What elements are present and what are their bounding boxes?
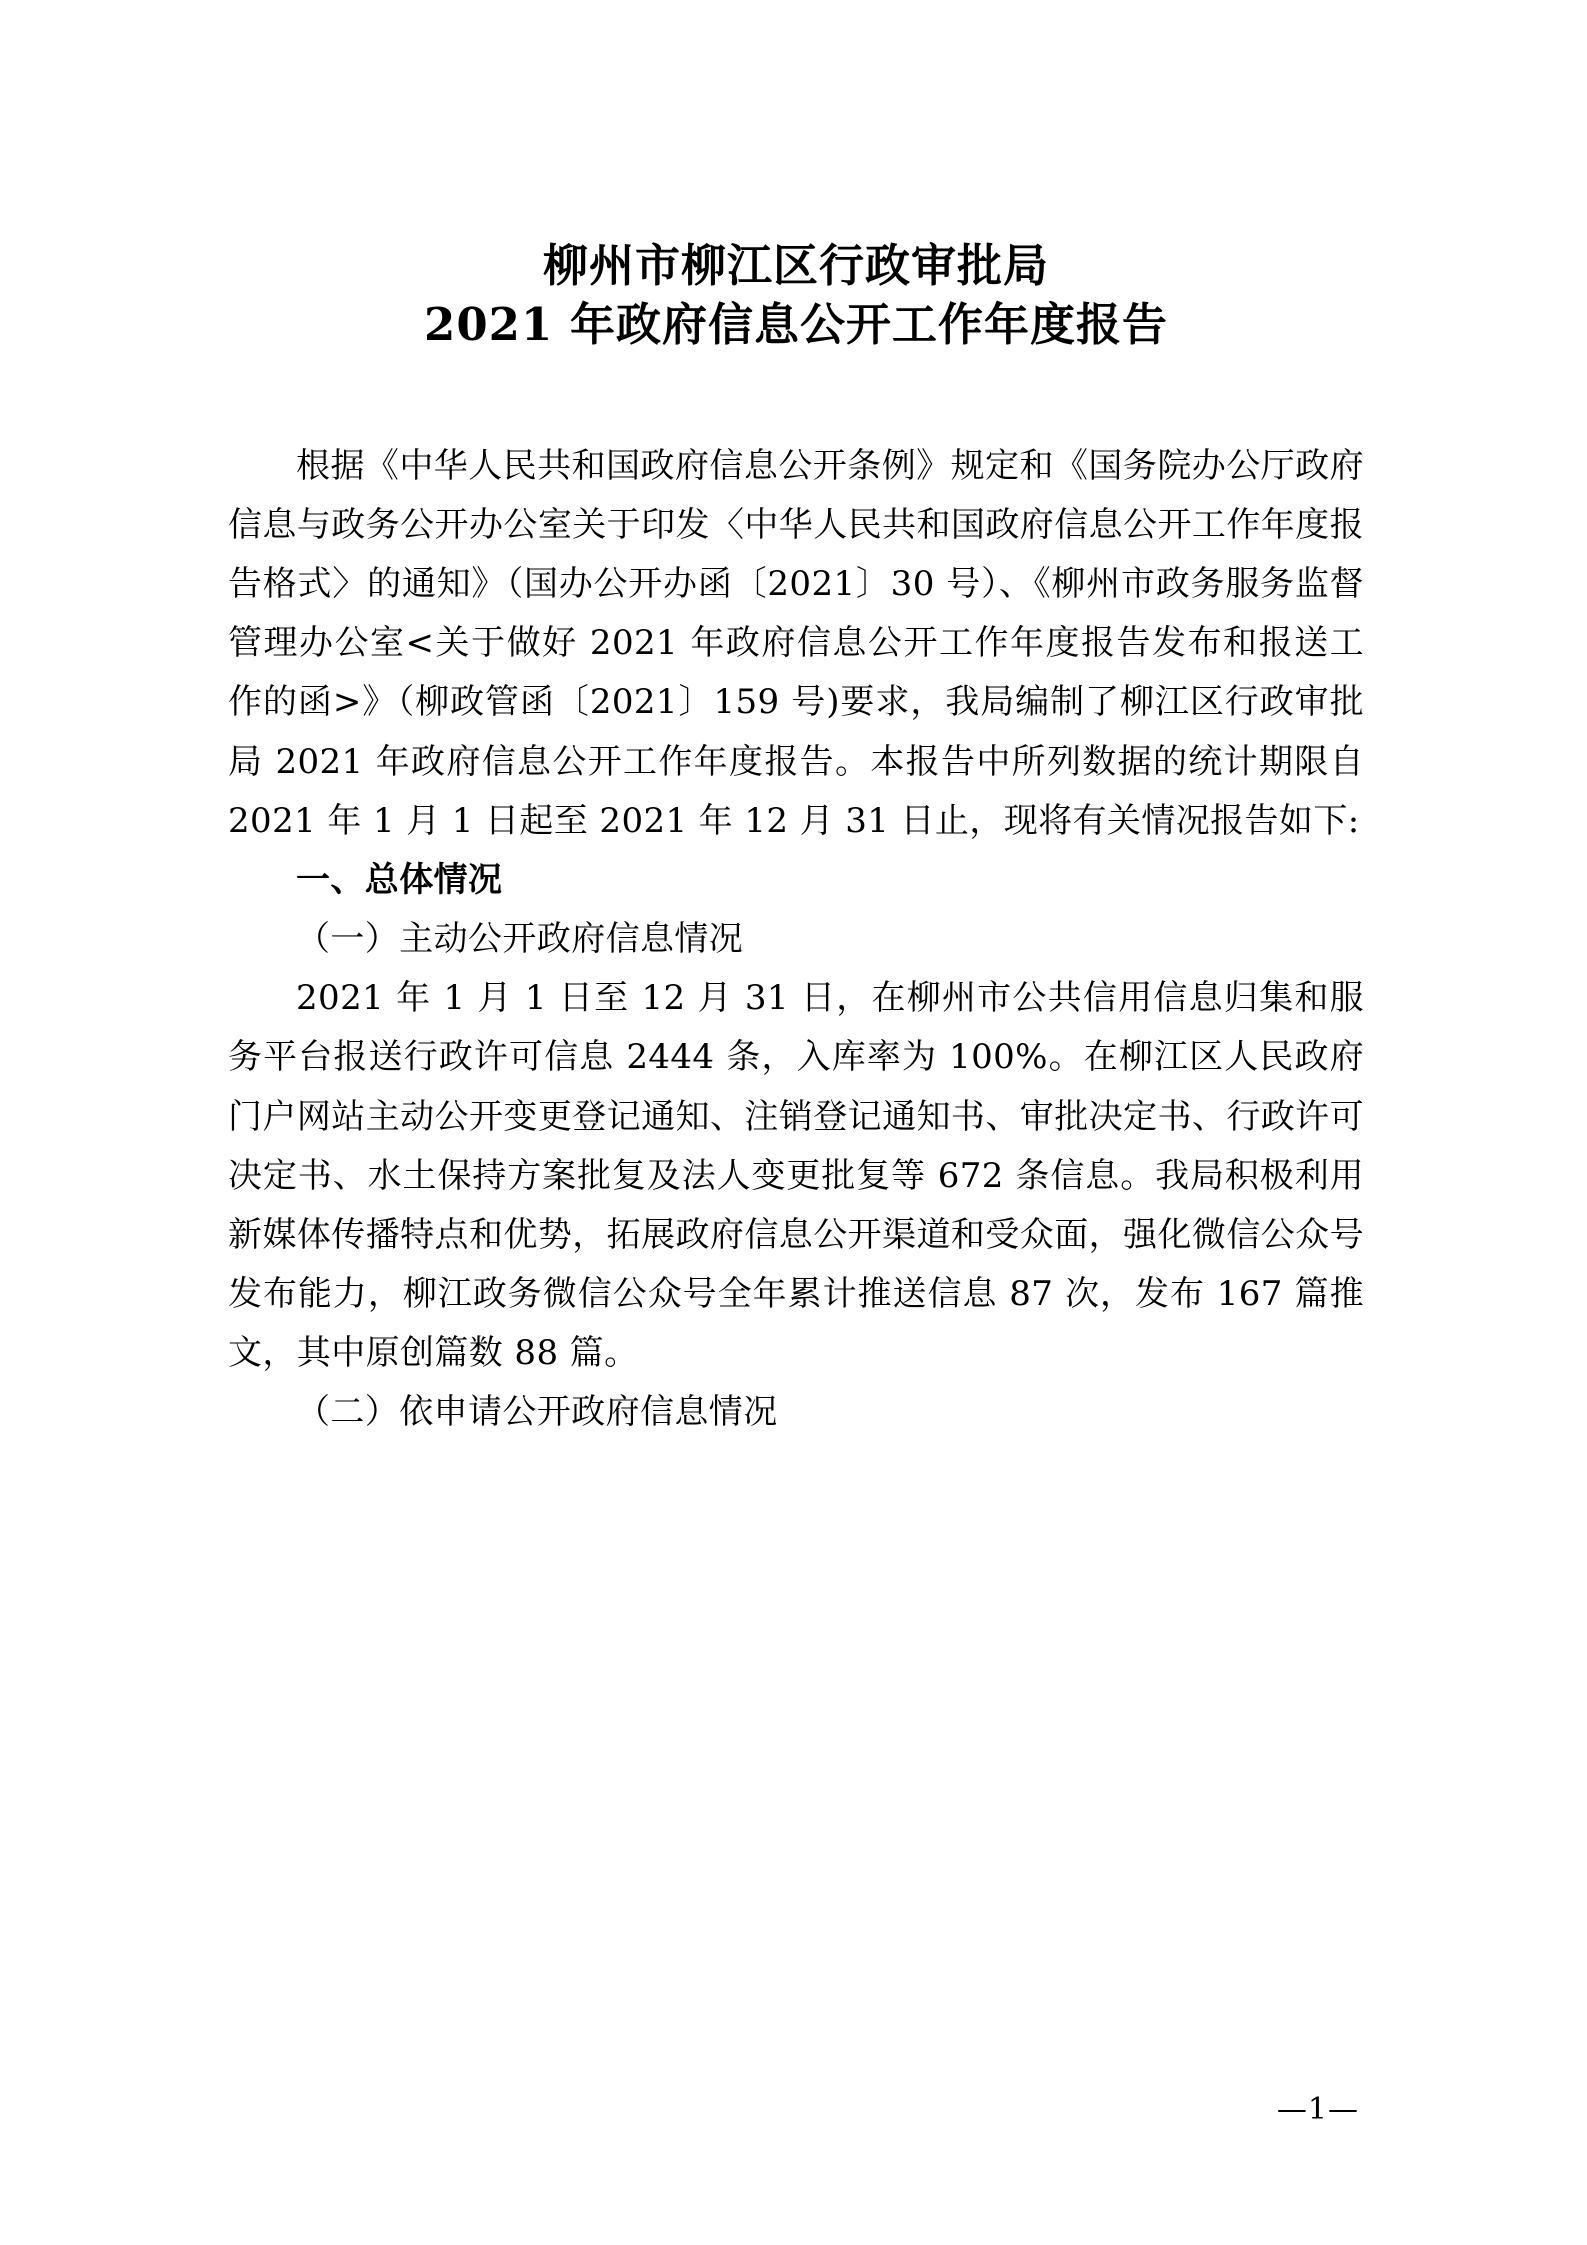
section-heading-overall: 一、总体情况 bbox=[296, 859, 503, 900]
subsection-heading-proactive: （一）主动公开政府信息情况 bbox=[296, 919, 744, 960]
paragraph-proactive-disclosure: 2021 年 1 月 1 日至 12 月 31 日，在柳州市公共信用信息归集和服务平台报送行政许可信息 2444 条，入库率为 100%。在柳江区人民政府门户网站主动公开变更登记通知、注销登记通知书、审批决定书、行政许可决定书、水土保持方案批复及法人变更批复等 672 条信息。我局积极利用新媒体传播特点和优势，拓展政府信息公开渠道和受众面，强化微信公众号发布能力，柳江政务微信公众号全年累计推送信息 87 次，发布 167 篇推文，其中原创篇数 88 篇。 bbox=[228, 978, 1364, 1374]
document-content bbox=[228, 236, 1364, 1442]
document-body bbox=[228, 437, 1364, 1443]
page-number: —1— bbox=[1276, 2092, 1359, 2127]
title-line-1: 柳州市柳江区行政审批局 bbox=[542, 239, 1049, 292]
subsection-heading-on-request: （二）依申请公开政府信息情况 bbox=[296, 1392, 778, 1433]
page-title bbox=[228, 236, 1364, 355]
paragraph-intro: 根据《中华人民共和国政府信息公开条例》规定和《国务院办公厅政府信息与政务公开办公室关于印发〈中华人民共和国政府信息公开工作年度报告格式〉的通知》（国办公开办函〔2021〕30 号）、《柳州市政务服务监督管理办公室<关于做好 2021 年政府信息公开工作年度报告发布和报送工作的函>》（柳政管函〔2021〕159 号)要求，我局编制了柳江区行政审批局 2021 年政府信息公开工作年度报告。本报告中所列数据的统计期限自 2021 年 1 月 1 日起至 2021 年 12 月 31 日止，现将有关情况报告如下: bbox=[228, 445, 1364, 841]
title-line-2: 2021 年政府信息公开工作年度报告 bbox=[424, 298, 1168, 352]
